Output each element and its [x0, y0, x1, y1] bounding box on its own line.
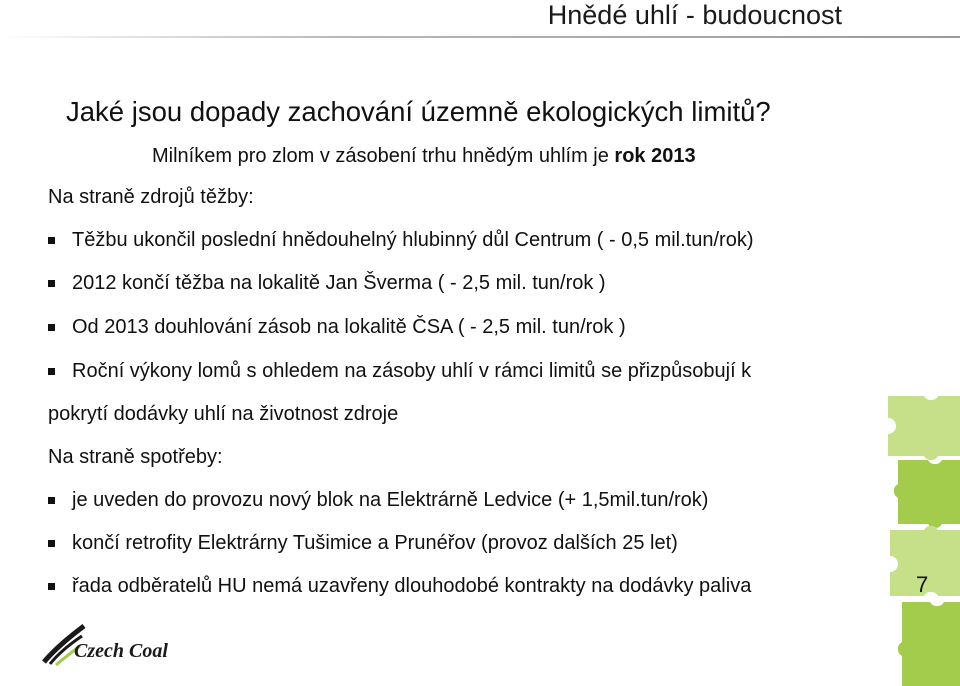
square-bullet-icon — [48, 583, 55, 590]
square-bullet-icon — [48, 324, 55, 331]
milestone-year: rok 2013 — [614, 145, 696, 167]
slide-question: Jaké jsou dopady zachování územně ekologických limitů? — [66, 96, 771, 127]
logo-text: Czech Coal — [74, 640, 168, 662]
title-bar — [0, 0, 960, 40]
slide-title: Hnědé uhlí - budoucnost — [547, 0, 842, 30]
puzzle-piece-icon — [898, 602, 960, 686]
sources-heading: Na straně zdrojů těžby: — [48, 186, 254, 208]
bullet-text: Roční výkony lomů s ohledem na zásoby uhlí v rámci limitů se přizpůsobují k — [72, 360, 752, 382]
title-underline — [0, 36, 960, 38]
bullet-text: končí retrofity Elektrárny Tušimice a Prunéřov (provoz dalších 25 let) — [72, 532, 678, 554]
puzzle-pieces-decoration — [880, 396, 960, 686]
bullet-text: je uveden do provozu nový blok na Elektrárně Ledvice (+ 1,5mil.tun/rok) — [72, 489, 709, 511]
square-bullet-icon — [48, 497, 55, 504]
bullet-text: Od 2013 douhlování zásob na lokalitě ČSA ( - 2,5 mil. tun/rok ) — [72, 316, 626, 338]
milestone-prefix: Milníkem pro zlom v zásobení trhu hnědým uhlím je — [152, 145, 615, 167]
page-number: 7 — [916, 572, 929, 597]
czech-coal-logo — [40, 618, 190, 668]
bullet-continuation: pokrytí dodávky uhlí na životnost zdroje — [48, 403, 399, 425]
milestone-line — [152, 145, 696, 168]
bullet-text: Těžbu ukončil poslední hnědouhelný hlubinný důl Centrum ( - 0,5 mil.tun/rok) — [72, 229, 754, 251]
bullet-text: 2012 končí těžba na lokalitě Jan Šverma ( - 2,5 mil. tun/rok ) — [72, 272, 606, 294]
bullet-text: řada odběratelů HU nemá uzavřeny dlouhodobé kontrakty na dodávky paliva — [72, 575, 752, 597]
consumption-heading: Na straně spotřeby: — [48, 446, 223, 468]
square-bullet-icon — [48, 540, 55, 547]
puzzle-piece-icon — [894, 460, 960, 528]
square-bullet-icon — [48, 237, 55, 244]
square-bullet-icon — [48, 280, 55, 287]
square-bullet-icon — [48, 368, 55, 375]
puzzle-piece-icon — [888, 396, 960, 460]
